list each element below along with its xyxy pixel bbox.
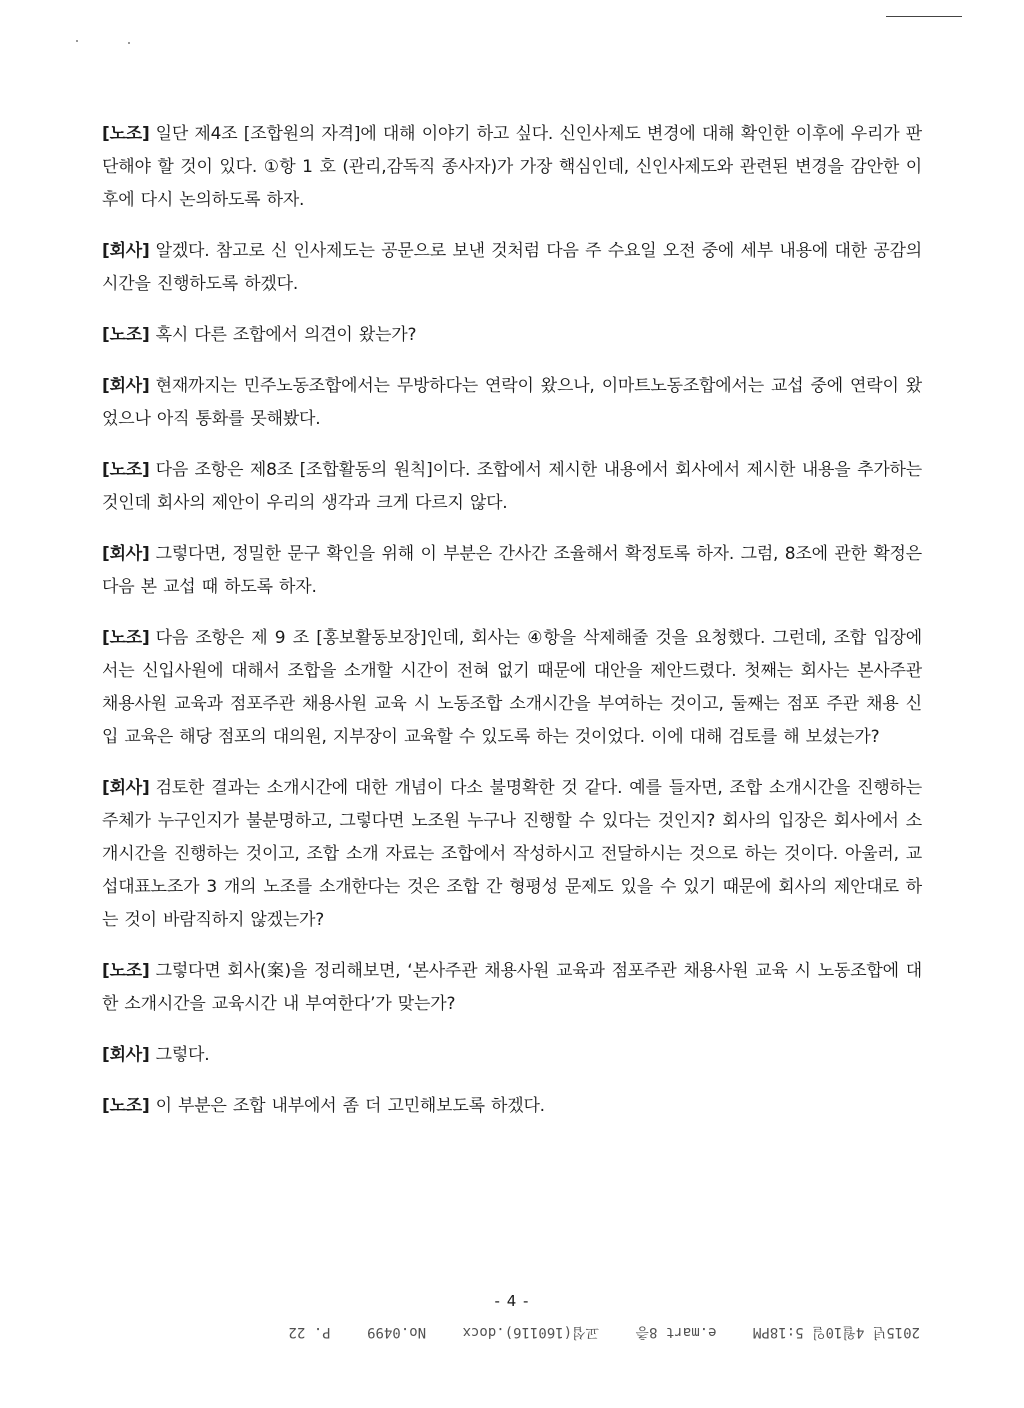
minutes-paragraph — [102, 538, 922, 604]
fax-filename: 교섭(160116).docx — [462, 1324, 600, 1340]
paragraph-text: 일단 제4조 [조합원의 자격]에 대해 이야기 하고 싶다. 신인사제도 변경에 대해 확인한 이후에 우리가 판단해야 할 것이 있다. ①항 1 호 (관리,감독직 종사자)가 가장 핵심인데, 신인사제도와 관련된 변경을 감안한 이후에 다시 논의하도록 하자. — [102, 124, 922, 210]
fax-datetime: 2015년 4월10일 5:18PM — [752, 1324, 920, 1340]
speaker-label: [노조] — [102, 124, 150, 144]
scan-specks — [72, 36, 152, 46]
page-number: - 4 - — [494, 1292, 530, 1310]
paragraph-text: 그렇다면 회사(案)을 정리해보면, ‘본사주관 채용사원 교육과 점포주관 채용사원 교육 시 노동조합에 대한 소개시간을 교육시간 내 부여한다’가 맞는가? — [102, 961, 922, 1014]
fax-page: P. 22 — [288, 1324, 331, 1340]
speaker-label: [회사] — [102, 1045, 150, 1065]
speaker-label: [노조] — [102, 460, 150, 480]
speaker-label: [노조] — [102, 961, 150, 981]
paragraph-text: 혹시 다른 조합에서 의견이 왔는가? — [155, 325, 417, 345]
paragraph-text: 다음 조항은 제8조 [조합활동의 원칙]이다. 조합에서 제시한 내용에서 회사에서 제시한 내용을 추가하는 것인데 회사의 제안이 우리의 생각과 크게 다르지 않다. — [102, 460, 922, 513]
minutes-paragraph — [102, 370, 922, 436]
paragraph-text: 알겠다. 참고로 신 인사제도는 공문으로 보낸 것처럼 다음 주 수요일 오전 중에 세부 내용에 대한 공감의 시간을 진행하도록 하겠다. — [102, 241, 922, 294]
paragraph-text: 검토한 결과는 소개시간에 대한 개념이 다소 불명확한 것 같다. 예를 들자면, 조합 소개시간을 진행하는 주체가 누구인지가 불분명하고, 그렇다면 노조원 누구나 진행할 수 있다는 것인지? 회사의 입장은 회사에서 소개시간을 진행하는 것이고, 조합 소개 자료는 조합에서 작성하시고 전달하시는 것으로 하는 것이다. 아울러, 교섭대표노조가 3 개의 노조를 소개한다는 것은 조합 간 형평성 문제도 있을 수 있기 때문에 회사의 제안대로 하는 것이 바람직하지 않겠는가? — [102, 778, 922, 930]
minutes-paragraph — [102, 772, 922, 937]
minutes-paragraph — [102, 235, 922, 301]
speaker-label: [회사] — [102, 376, 150, 396]
minutes-paragraph — [102, 1039, 922, 1072]
top-rule-mark — [886, 16, 962, 17]
fax-sender: e.mart 8층 — [635, 1324, 717, 1340]
speaker-label: [회사] — [102, 544, 150, 564]
speaker-label: [회사] — [102, 778, 150, 798]
minutes-paragraph — [102, 319, 922, 352]
speaker-label: [노조] — [102, 1096, 150, 1116]
speaker-label: [노조] — [102, 628, 150, 648]
minutes-paragraph — [102, 1090, 922, 1123]
minutes-paragraph — [102, 622, 922, 754]
fax-number: No.0499 — [367, 1324, 427, 1340]
minutes-body — [102, 118, 922, 1141]
minutes-paragraph — [102, 454, 922, 520]
paragraph-text: 그렇다. — [155, 1045, 210, 1065]
paragraph-text: 현재까지는 민주노동조합에서는 무방하다는 연락이 왔으나, 이마트노동조합에서는 교섭 중에 연락이 왔었으나 아직 통화를 못해봤다. — [102, 376, 922, 429]
fax-header-line — [60, 1320, 920, 1344]
minutes-paragraph — [102, 955, 922, 1021]
paragraph-text: 그렇다면, 정밀한 문구 확인을 위해 이 부분은 간사간 조율해서 확정토록 하자. 그럼, 8조에 관한 확정은 다음 본 교섭 때 하도록 하자. — [102, 544, 922, 597]
paragraph-text: 이 부분은 조합 내부에서 좀 더 고민해보도록 하겠다. — [155, 1096, 545, 1116]
minutes-paragraph — [102, 118, 922, 217]
speaker-label: [노조] — [102, 325, 150, 345]
speaker-label: [회사] — [102, 241, 150, 261]
paragraph-text: 다음 조항은 제 9 조 [홍보활동보장]인데, 회사는 ④항을 삭제해줄 것을 요청했다. 그런데, 조합 입장에서는 신입사원에 대해서 조합을 소개할 시간이 전혀 없기 때문에 대안을 제안드렸다. 첫째는 회사는 본사주관 채용사원 교육과 점포주관 채용사원 교육 시 노동조합 소개시간을 부여하는 것이고, 둘째는 점포 주관 채용 신입 교육은 해당 점포의 대의원, 지부장이 교육할 수 있도록 하는 것이었다. 이에 대해 검토를 해 보셨는가? — [102, 628, 922, 747]
